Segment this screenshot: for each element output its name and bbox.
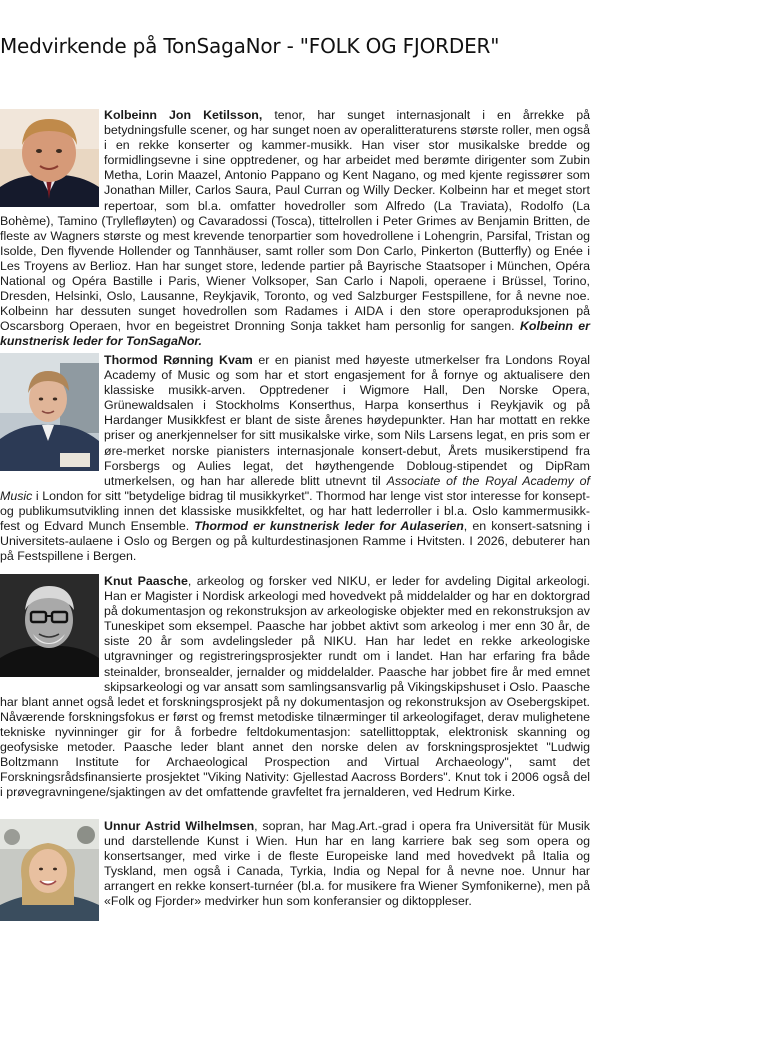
bio-name: Kolbeinn Jon Ketilsson, [104,108,263,122]
bio-knut [0,574,590,802]
bio-name: Unnur Astrid Wilhelmsen [104,819,255,833]
bio-name: Thormod Rønning Kvam [104,353,253,367]
bio-text: , en konsert-satsning i Universitets-aulaene i Oslo og Bergen og på kulturdestinasjonen Ramme i Hvitsten. I 2026, debuterer han på Festspillene i Bergen. [0,519,590,564]
bio-thormod [0,353,590,564]
bio-text: er en pianist med høyeste utmerkelser fra Londons Royal Academy of Music og som har et stort engasjement for å fornye og aktualisere den klassiske musikk-arven. Opptredener i Wigmore Hall, Den Norske Opera, Grünewaldsalen i Stockholms Konserthus, Harpa konserthus i Reykjavik og på Hardanger Musikkfest er blant de siste årenes høydepunkter. Han har mottatt en rekke priser og anerkjennelser for sitt musikalske virke, som Nils Larsens legat, en pris som er øre-merket norske pianisters internasjonale konsert-debut, Årets musikerstipend fra Forsbergs og Aulies legat, det høythengende Dobloug-stipendet og DipRam utmerkelsen, og han har allerede blitt utnevnt til [104,353,590,488]
bio-tagline: Kolbeinn er kunstnerisk leder for TonSagaNor. [0,319,590,349]
portrait-photo-soprano [0,819,99,921]
bio-kolbeinn [0,108,590,349]
bio-emphasis: Associate of the Royal Academy of Music [0,473,590,503]
page-title: Medvirkende på TonSagaNor - "FOLK OG FJORDER" [0,34,500,58]
portrait-photo-pianist [0,353,99,471]
bio-tagline: Thormod er kunstnerisk leder for Aulaserien [194,519,464,534]
bio-text: , sopran, har Mag.Art.-grad i opera fra Universität für Musik und darstellende Kunst i Wien. Hun har en lang karriere bak seg som opera og konsertsanger, med virke i de fleste Europeiske land med hovedvekt på Italia og Tyskland, men også i Canada, Tyrkia, India og Nepal for å nevne noe. Unnur har arrangert en rekke konsert-turnéer (bl.a. for musikere fra Wiener Symfonikerne), men på «Folk og Fjorder» medvirker hun som konferansier og diktoppleser. [104,819,590,909]
portrait-photo-archaeologist [0,574,99,677]
bio-text: i London for sitt "betydelige bidrag til musikkyrket". Thormod har lenge vist stor interesse for konsept- og publikumsutvikling innen det klassiske musikkfeltet, og har hatt lederroller i bl.a. Oslo kammermusikk-fest og Edvard Munch Ensemble. [0,488,590,534]
bio-text: tenor, har sunget internasjonalt i en årrekke på betydningsfulle scener, og har sunget noen av operalitteraturens største roller, men også i en rekke konserter og kammer-musikk. Han viser stor musikalske bredde og formidlingsevne i sine opptredener, og har arbeidet med berømte dirigenter som Zubin Metha, Lorin Maazel, Antonio Pappano og Kent Nagano, og med kjente regissører som Jonathan Miller, Carlos Saura, Paul Curran og Willy Decker. Kolbeinn har et meget stort repertoar, som bl.a. omfatter hovedroller som Alfredo (La Traviata), Rodolfo (La Bohème), Tamino (Tryllefløyten) og Cavaradossi (Tosca), tittelrollen i Peter Grimes av Benjamin Britten, de fleste av Wagners største og mest krevende tenorpartier som hovedrollene i Lohengrin, Parsifal, Tristan og Isolde, Den flyvende Hollender og Tannhäuser, samt roller som Don Carlo, Pinkerton (Butterfly) og Enée i Les Troyens av Berlioz. Han har sunget store, ledende partier på Bayrische Staatsoper i München, Opéra National og Opéra Bastille i Paris, Wiener Volksoper, San Carlo i Napoli, operaene i Brüssel, Torino, Dresden, Helsinki, Oslo, Lausanne, Reykjavik, Toronto, og ved Salzburger Festspillene, for å nevne noe. Kolbeinn har dessuten sunget hovedrollen som Radames i AIDA i den store operaproduksjonen på Oscarsborg Operaen, hvor en begeistret Dronning Sonja takket ham personlig for sangen. [0,108,590,334]
portrait-photo-tenor [0,109,99,207]
bio-text: , arkeolog og forsker ved NIKU, er leder for avdeling Digital arkeologi. Han er Magister i Nordisk arkeologi med hovedvekt på middelalder og har en doktorgrad på dokumentasjon og rekonstruksjon av arkeologiske objekter med en rekonstruksjon av Tuneskipet som eksempel. Paasche har jobbet aktivt som arkeolog i mer enn 30 år, de siste 20 år som avdelingsleder på NIKU. Han har ledet en rekke arkeologiske utgravninger og registreringsprosjekter rundt om i landet. Han har erfaring fra både steinalder, bronsealder, jernalder og middelalder. Paasche har jobbet fire år med emnet skipsarkeologi og var ansatt som samlingsansvarlig på Vikingskipshuset i Oslo. Paasche har blant annet også ledet et forskningsprosjekt på ny dokumentasjon og rekonstruksjon av Osebergskipet. Nåværende forskningsfokus er først og fremst metodiske tilnærminger til arkeologifaget, derav mulighetene tekniske nyvinninger gir for å forbedre feltdokumentasjon: satellittopptak, elektronisk skanning og geofysiske metoder. Paasche leder blant annet den norske delen av forskningsprosjektet "Ludwig Boltzmann Institute for Archaeological Prospection and Virtual Archaeology", samt det Forskningsrådsfinansierte prosjektet "Viking Nativity: Gjellestad Aacross Borders". Knut tok i 2006 også del i prøvegravningene/sjaktingen av det omfattende gravfeltet fra jernalderen, ved Hedrum Kirke. [0,574,591,800]
bio-name: Knut Paasche [104,574,188,588]
bio-unnur [0,819,590,923]
